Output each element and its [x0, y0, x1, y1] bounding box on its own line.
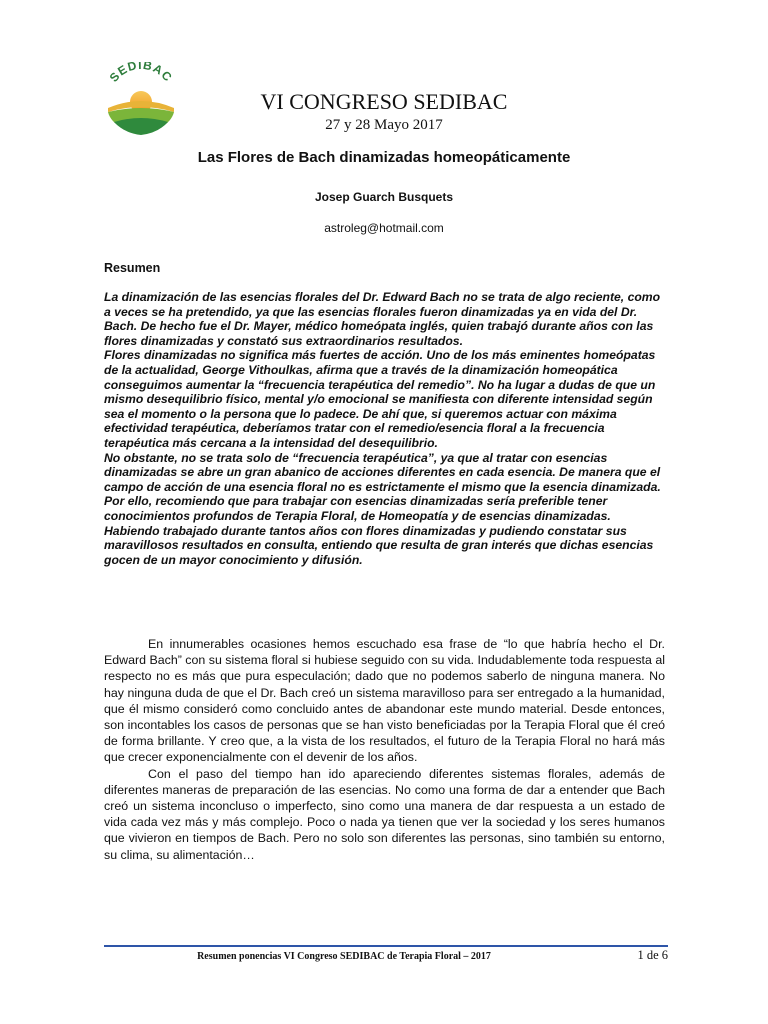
body-paragraph: Con el paso del tiempo han ido apareciendo diferentes sistemas florales, además de diferentes maneras de preparación de las esencias. No como una forma de dar a entender que Bach creó un sistema inconcluso o imperfecto, sino como una manera de dar respuesta a un estado de vida cada vez más y más complejo. Poco o nada ya tienen que ver la sociedad y los seres humanos que vivieron en tiempos de Bach. Pero no solo son diferentes las personas, sino también su entorno, su clima, su alimentación…	[104, 766, 665, 862]
abstract-paragraph: Flores dinamizadas no significa más fuertes de acción. Uno de los más eminentes homeópatas de la actualidad, George Vithoulkas, afirma que a través de la dinamización homeopática conseguimos aumentar la “frecuencia terapéutica del remedio”. No ha lugar a dudas de que un mismo desequilibrio físico, mental y/o emocional se manifiesta con diferente intensidad según sea el momento o la persona que lo padece. De ahí que, si queremos actuar con máxima efectividad terapéutica, deberíamos tratar con el remedio/esencia floral a la frecuencia terapéutica más cercana a la intensidad del desequilibrio.	[104, 348, 656, 450]
sedibac-logo	[100, 62, 182, 138]
abstract-paragraph: No obstante, no se trata solo de “frecuencia terapéutica”, ya que al tratar con esencias dinamizadas se abre un gran abanico de acciones diferentes en cada esencia. De manera que el campo de acción de una esencia floral no es estrictamente el mismo que la esencia dinamizada. Por ello, recomiendo que para trabajar con esencias dinamizadas sería preferible tener conocimientos profundos de Terapia Floral, de Homeopatía y de esencias dinamizadas.	[104, 450, 661, 523]
abstract-paragraph: La dinamización de las esencias florales del Dr. Edward Bach no se trata de algo reciente, como a veces se ha pretendido, ya que las esencias florales fueron dinamizadas ya en vida del Dr. Bach. De hecho fue el Dr. Mayer, médico homeópata inglés, quien trabajó durante años con las flores dinamizadas y constató sus extraordinarios resultados.	[104, 290, 661, 348]
body-text	[104, 636, 665, 863]
footer-text: Resumen ponencias VI Congreso SEDIBAC de Terapia Floral – 2017	[197, 951, 491, 962]
author-email[interactable]: astroleg@hotmail.com	[324, 221, 444, 235]
svg-text:SEDIBAC	[107, 62, 176, 85]
sun-landscape-icon	[100, 62, 182, 138]
abstract-text	[104, 290, 665, 567]
footer-divider	[104, 945, 668, 947]
body-paragraph: En innumerables ocasiones hemos escuchado esa frase de “lo que habría hecho el Dr. Edward Bach” con su sistema floral si hubiese seguido con su vida. Indudablemente toda respuesta al respecto no es más que pura especulación; dado que no podemos saberlo de ninguna manera. No hay ninguna duda de que el Dr. Bach creó un sistema maravilloso para ser entregado a la humanidad, que él mismo consideró como concluido antes de abandonar este mundo material. Desde entonces, son incontables los casos de personas que se han visto beneficiadas por la Terapia Floral que él creó de forma brillante. Y creo que, a la vista de los resultados, el futuro de la Terapia Floral no hará más que crecer exponencialmente con el devenir de los años.	[104, 637, 665, 765]
page-number: 1 de 6	[637, 948, 668, 962]
conference-title: VI CONGRESO SEDIBAC	[260, 89, 508, 114]
paper-title: Las Flores de Bach dinamizadas homeopáticamente	[197, 149, 571, 166]
conference-date: 27 y 28 Mayo 2017	[325, 117, 443, 133]
logo-text: SEDIBAC	[106, 62, 176, 85]
abstract-paragraph: Habiendo trabajado durante tantos años con flores dinamizadas y pudiendo constatar sus maravillosos resultados en consulta, entiendo que resulta de gran interés que dichas esencias gocen de un mayor conocimiento y difusión.	[104, 523, 654, 567]
author-name: Josep Guarch Busquets	[314, 190, 454, 204]
abstract-heading: Resumen	[104, 261, 161, 275]
